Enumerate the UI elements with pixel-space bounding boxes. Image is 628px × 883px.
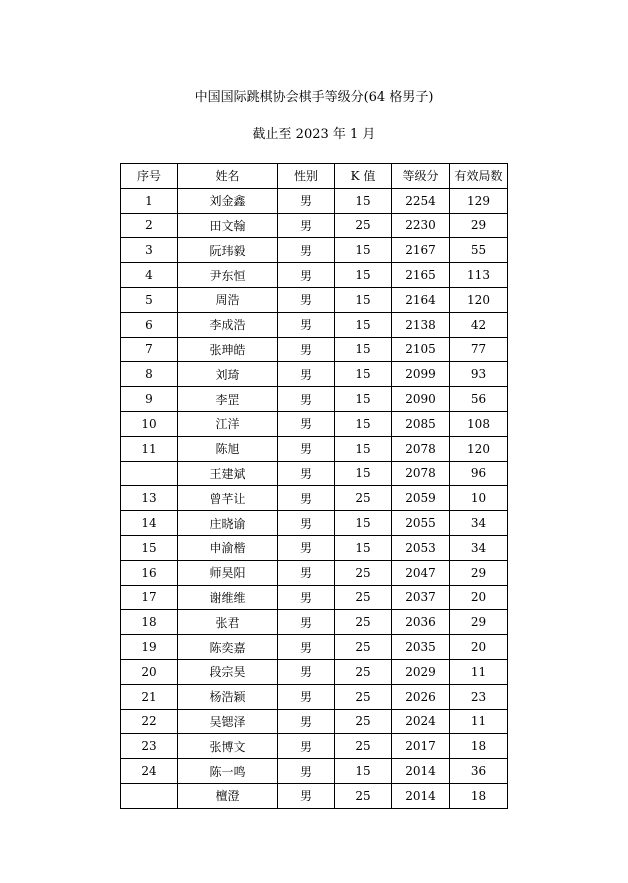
cell-rating: 2090 — [392, 387, 450, 412]
table-row — [121, 337, 508, 362]
cell-rank: 22 — [121, 709, 178, 734]
cell-rank: 20 — [121, 659, 178, 684]
cell-name: 段宗昊 — [178, 659, 278, 684]
cell-k-value: 15 — [335, 287, 392, 312]
cell-k-value: 15 — [335, 238, 392, 263]
cell-k-value: 15 — [335, 362, 392, 387]
cell-sex: 男 — [278, 635, 335, 660]
cell-sex: 男 — [278, 263, 335, 288]
cell-rating: 2053 — [392, 535, 450, 560]
cell-sex: 男 — [278, 486, 335, 511]
cell-k-value: 25 — [335, 486, 392, 511]
cell-k-value: 15 — [335, 411, 392, 436]
cell-sex: 男 — [278, 188, 335, 213]
cell-name: 檀澄 — [178, 783, 278, 808]
cell-name: 申渝楷 — [178, 535, 278, 560]
cell-rating: 2167 — [392, 238, 450, 263]
cell-rating: 2014 — [392, 783, 450, 808]
table-row — [121, 387, 508, 412]
cell-valid-games: 93 — [450, 362, 508, 387]
cell-valid-games: 18 — [450, 734, 508, 759]
table-row — [121, 560, 508, 585]
cell-valid-games: 23 — [450, 684, 508, 709]
cell-name: 江洋 — [178, 411, 278, 436]
cell-valid-games: 34 — [450, 535, 508, 560]
cell-valid-games: 18 — [450, 783, 508, 808]
cell-rank: 4 — [121, 263, 178, 288]
table-header-row — [121, 164, 508, 189]
cell-k-value: 15 — [335, 535, 392, 560]
cell-sex: 男 — [278, 734, 335, 759]
cell-name: 张君 — [178, 610, 278, 635]
cell-k-value: 25 — [335, 585, 392, 610]
cell-k-value: 25 — [335, 560, 392, 585]
cell-rating: 2024 — [392, 709, 450, 734]
header-rank: 序号 — [121, 164, 178, 189]
cell-rating: 2059 — [392, 486, 450, 511]
cell-rating: 2105 — [392, 337, 450, 362]
table-row — [121, 610, 508, 635]
cell-rating: 2165 — [392, 263, 450, 288]
header-name: 姓名 — [178, 164, 278, 189]
cell-rating: 2254 — [392, 188, 450, 213]
cell-k-value: 15 — [335, 387, 392, 412]
cell-k-value: 25 — [335, 659, 392, 684]
cell-rating: 2164 — [392, 287, 450, 312]
table-row — [121, 461, 508, 486]
header-sex: 性别 — [278, 164, 335, 189]
cell-rating: 2078 — [392, 461, 450, 486]
cell-rating: 2026 — [392, 684, 450, 709]
cell-sex: 男 — [278, 659, 335, 684]
cell-k-value: 15 — [335, 759, 392, 784]
cell-name: 谢维维 — [178, 585, 278, 610]
cell-valid-games: 77 — [450, 337, 508, 362]
table-row — [121, 238, 508, 263]
cell-sex: 男 — [278, 560, 335, 585]
table-row — [121, 486, 508, 511]
cell-rank: 6 — [121, 312, 178, 337]
cell-rating: 2017 — [392, 734, 450, 759]
table-row — [121, 263, 508, 288]
header-k-value: K 值 — [335, 164, 392, 189]
table-row — [121, 362, 508, 387]
cell-sex: 男 — [278, 287, 335, 312]
cell-name: 田文翰 — [178, 213, 278, 238]
table-row — [121, 511, 508, 536]
cell-sex: 男 — [278, 783, 335, 808]
table-row — [121, 287, 508, 312]
cell-valid-games: 20 — [450, 585, 508, 610]
cell-rating: 2055 — [392, 511, 450, 536]
cell-rank: 23 — [121, 734, 178, 759]
cell-sex: 男 — [278, 387, 335, 412]
cell-rating: 2035 — [392, 635, 450, 660]
cell-sex: 男 — [278, 610, 335, 635]
table-row — [121, 585, 508, 610]
cell-rating: 2230 — [392, 213, 450, 238]
cell-valid-games: 36 — [450, 759, 508, 784]
cell-name: 吴锶泽 — [178, 709, 278, 734]
cell-name: 张博文 — [178, 734, 278, 759]
table-row — [121, 709, 508, 734]
cell-rank: 15 — [121, 535, 178, 560]
table-row — [121, 759, 508, 784]
cell-valid-games: 29 — [450, 560, 508, 585]
cell-valid-games: 96 — [450, 461, 508, 486]
cell-rank: 11 — [121, 436, 178, 461]
cell-name: 刘琦 — [178, 362, 278, 387]
header-valid-games: 有效局数 — [450, 164, 508, 189]
cell-k-value: 25 — [335, 684, 392, 709]
cell-sex: 男 — [278, 585, 335, 610]
cell-k-value: 25 — [335, 610, 392, 635]
cell-sex: 男 — [278, 337, 335, 362]
cell-rank: 14 — [121, 511, 178, 536]
cell-valid-games: 113 — [450, 263, 508, 288]
cell-name: 杨浩颖 — [178, 684, 278, 709]
cell-name: 王建斌 — [178, 461, 278, 486]
cell-sex: 男 — [278, 312, 335, 337]
cell-k-value: 25 — [335, 635, 392, 660]
cell-name: 李成浩 — [178, 312, 278, 337]
cell-rank: 24 — [121, 759, 178, 784]
table-row — [121, 188, 508, 213]
cell-valid-games: 42 — [450, 312, 508, 337]
cell-valid-games: 11 — [450, 709, 508, 734]
cell-name: 刘金鑫 — [178, 188, 278, 213]
cell-k-value: 15 — [335, 461, 392, 486]
table-row — [121, 535, 508, 560]
cell-rank: 2 — [121, 213, 178, 238]
cell-name: 曾芊让 — [178, 486, 278, 511]
cell-valid-games: 34 — [450, 511, 508, 536]
cell-sex: 男 — [278, 411, 335, 436]
header-rating: 等级分 — [392, 164, 450, 189]
cell-k-value: 25 — [335, 783, 392, 808]
cell-sex: 男 — [278, 759, 335, 784]
table-row — [121, 659, 508, 684]
cell-rating: 2047 — [392, 560, 450, 585]
cell-valid-games: 10 — [450, 486, 508, 511]
table-row — [121, 684, 508, 709]
cell-rank: 13 — [121, 486, 178, 511]
cell-rating: 2014 — [392, 759, 450, 784]
cell-sex: 男 — [278, 709, 335, 734]
cell-rank: 10 — [121, 411, 178, 436]
cell-rank — [121, 783, 178, 808]
cell-k-value: 25 — [335, 213, 392, 238]
cell-name: 周浩 — [178, 287, 278, 312]
cell-name: 阮玮毅 — [178, 238, 278, 263]
cell-sex: 男 — [278, 511, 335, 536]
cell-rank: 16 — [121, 560, 178, 585]
page-title: 中国国际跳棋协会棋手等级分(64 格男子) — [194, 90, 434, 105]
cell-k-value: 15 — [335, 188, 392, 213]
table-row — [121, 436, 508, 461]
cell-name: 尹东恒 — [178, 263, 278, 288]
cell-valid-games: 108 — [450, 411, 508, 436]
cell-k-value: 25 — [335, 734, 392, 759]
cell-k-value: 15 — [335, 436, 392, 461]
cell-k-value: 15 — [335, 312, 392, 337]
cell-rank: 21 — [121, 684, 178, 709]
cell-valid-games: 120 — [450, 287, 508, 312]
cell-valid-games: 29 — [450, 213, 508, 238]
cell-name: 李罡 — [178, 387, 278, 412]
cell-valid-games: 29 — [450, 610, 508, 635]
cell-rating: 2029 — [392, 659, 450, 684]
cell-name: 张珅皓 — [178, 337, 278, 362]
table-row — [121, 734, 508, 759]
cell-rank: 19 — [121, 635, 178, 660]
cell-rank: 8 — [121, 362, 178, 387]
cell-rank: 1 — [121, 188, 178, 213]
table-row — [121, 213, 508, 238]
cell-k-value: 25 — [335, 709, 392, 734]
cell-rank — [121, 461, 178, 486]
cell-k-value: 15 — [335, 337, 392, 362]
cell-rating: 2078 — [392, 436, 450, 461]
cell-sex: 男 — [278, 362, 335, 387]
cell-rating: 2138 — [392, 312, 450, 337]
table-row — [121, 411, 508, 436]
cell-rating: 2037 — [392, 585, 450, 610]
cell-name: 庄晓谕 — [178, 511, 278, 536]
cell-name: 陈一鸣 — [178, 759, 278, 784]
cell-rating: 2036 — [392, 610, 450, 635]
cell-valid-games: 56 — [450, 387, 508, 412]
cell-rank: 7 — [121, 337, 178, 362]
cell-name: 陈奕嘉 — [178, 635, 278, 660]
cell-rank: 5 — [121, 287, 178, 312]
cell-valid-games: 11 — [450, 659, 508, 684]
cell-rank: 9 — [121, 387, 178, 412]
cell-sex: 男 — [278, 238, 335, 263]
cell-rank: 3 — [121, 238, 178, 263]
table-row — [121, 635, 508, 660]
cell-valid-games: 20 — [450, 635, 508, 660]
cell-sex: 男 — [278, 436, 335, 461]
cell-sex: 男 — [278, 461, 335, 486]
ratings-table — [120, 163, 508, 809]
cell-name: 陈旭 — [178, 436, 278, 461]
cell-sex: 男 — [278, 535, 335, 560]
cell-k-value: 15 — [335, 263, 392, 288]
cell-sex: 男 — [278, 213, 335, 238]
cell-valid-games: 120 — [450, 436, 508, 461]
table-row — [121, 312, 508, 337]
cell-k-value: 15 — [335, 511, 392, 536]
cell-valid-games: 129 — [450, 188, 508, 213]
cell-valid-games: 55 — [450, 238, 508, 263]
cell-rating: 2099 — [392, 362, 450, 387]
cell-rank: 18 — [121, 610, 178, 635]
cell-name: 师昊阳 — [178, 560, 278, 585]
cell-sex: 男 — [278, 684, 335, 709]
cell-rank: 17 — [121, 585, 178, 610]
table-row — [121, 783, 508, 808]
table-body — [121, 188, 508, 808]
page-subtitle: 截止至 2023 年 1 月 — [252, 127, 376, 142]
cell-rating: 2085 — [392, 411, 450, 436]
